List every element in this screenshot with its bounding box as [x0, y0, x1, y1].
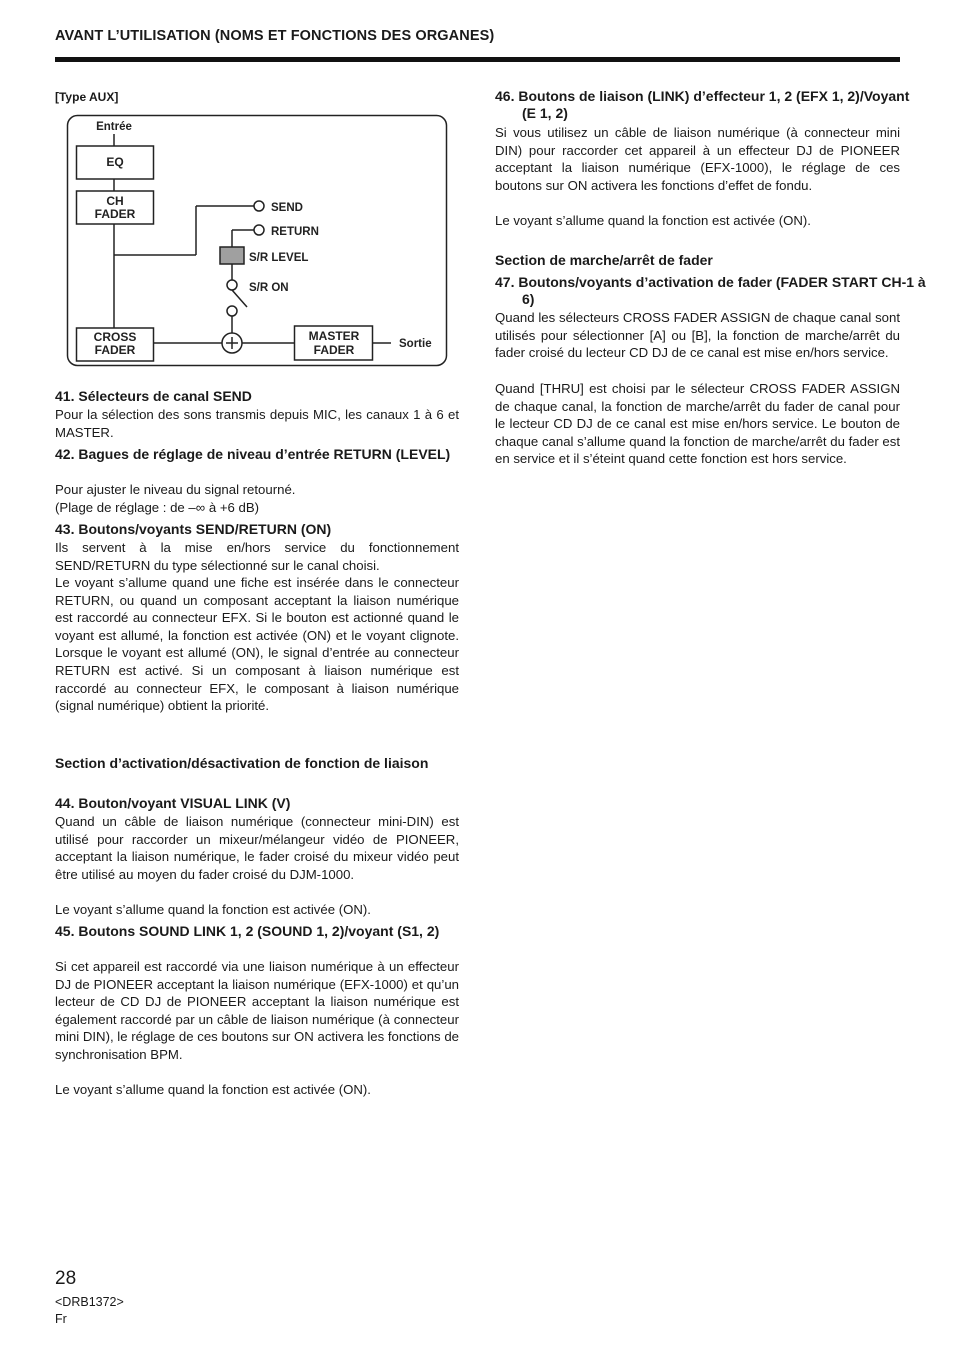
- sr-level-knob-icon: [220, 247, 244, 264]
- return-jack-icon: [254, 225, 264, 235]
- eq-label: EQ: [106, 155, 124, 169]
- cross-fader-label-1: CROSS: [93, 330, 137, 344]
- s47-text2: Quand [THRU] est choisi par le sélecteur CROSS FADER ASSIGN de chaque canal, la fonction de marche/arrêt du fader de canal pour le lecteur CD DJ de ce canal est mise en/hors service. Le bouton de chaque canal s’allume quand la fonction de marche/arrêt du fader est en service et il s’éteint quand cette fonction est hors service.: [495, 381, 900, 467]
- header-rule: [55, 57, 900, 62]
- s47-text1: Quand les sélecteurs CROSS FADER ASSIGN de chaque canal sont utilisés pour sélectionner [A] ou [B], la fonction de marche/arrêt du fader croisé du lecteur CD DJ de ce canal est mise en/hors service.: [495, 310, 900, 361]
- s43-text2: Le voyant s’allume quand une fiche est insérée dans le connecteur RETURN, ou quand un composant acceptant la liaison numérique est raccordé au connecteur EFX. Si le bouton est actionné quand le voyant est allumé, la fonction est activée (ON) et le voyant clignote. Lorsque le voyant est allumé (ON), le signal d’entrée au connecteur RETURN est activé. Si un composant à liaison numérique est raccordé au connecteur EFX, le composant à liaison numérique (signal numérique) obtient la priorité.: [55, 575, 459, 714]
- output-label: Sortie: [399, 338, 432, 350]
- s44-text1: Quand un câble de liaison numérique (connecteur mini-DIN) est utilisé pour raccorder un mixeur/mélangeur vidéo de PIONEER, acceptant la liaison numérique, le fader croisé du mixeur vidéo peut être utilisé au moyen du fader croisé du DJM-1000.: [55, 814, 459, 882]
- return-label: RETURN: [271, 226, 319, 238]
- s45-text1: Si cet appareil est raccordé via une liaison numérique à un effecteur DJ de PIONEER acceptant la liaison numérique (EFX-1000) et qu’un lecteur de CD DJ de PIONEER acceptant la liaison numérique est également raccordé par un câble de liaison numérique (à connecteur mini DIN), le réglage de ces boutons sur ON activera les fonctions de synchronisation BPM.: [55, 959, 459, 1062]
- sr-on-switch-bottom-icon: [227, 306, 237, 316]
- sr-level-label: S/R LEVEL: [249, 252, 309, 264]
- diagram-label-input: Entrée: [96, 121, 132, 133]
- s44-title: 44. Bouton/voyant VISUAL LINK (V): [55, 795, 291, 811]
- section-link-title: Section d’activation/désactivation de fonction de liaison: [55, 755, 429, 771]
- s46-text1: Si vous utilisez un câble de liaison numérique (à connecteur mini DIN) pour raccorder cet appareil à un effecteur DJ de PIONEER acceptant la liaison numérique (EFX-1000), le réglage de ces boutons sur ON activera les fonctions d’effet de fondu.: [495, 125, 900, 193]
- master-fader-label-1: MASTER: [308, 329, 360, 343]
- s46-title: 46. Boutons de liaison (LINK) d’effecteur 1, 2 (EFX 1, 2)/Voyant (E 1, 2): [495, 88, 910, 121]
- s42-text2: (Plage de réglage : de –∞ à +6 dB): [55, 500, 260, 515]
- s46-text2: Le voyant s’allume quand la fonction est activée (ON).: [495, 213, 811, 228]
- diagram-caption: [Type AUX]: [55, 90, 119, 104]
- ch-fader-label-2: FADER: [94, 207, 136, 221]
- send-label: SEND: [271, 202, 303, 214]
- ch-fader-label-1: CH: [106, 194, 124, 208]
- page-number: 28: [55, 1268, 77, 1289]
- s42-text1: Pour ajuster le niveau du signal retourné.: [55, 482, 296, 497]
- s43-text1: Ils servent à la mise en/hors service du fonctionnement SEND/RETURN du type sélectionné sur le canal choisi.: [55, 540, 459, 573]
- master-fader-label-2: FADER: [313, 343, 355, 357]
- s41-title: 41. Sélecteurs de canal SEND: [55, 388, 252, 404]
- language-code: Fr: [55, 1312, 67, 1326]
- send-jack-icon: [254, 201, 264, 211]
- doc-code: <DRB1372>: [55, 1295, 124, 1309]
- s45-title: 45. Boutons SOUND LINK 1, 2 (SOUND 1, 2)/voyant (S1, 2): [55, 923, 440, 939]
- page-header-title: AVANT L’UTILISATION (NOMS ET FONCTIONS DES ORGANES): [55, 28, 495, 44]
- doc-code-block: [55, 1294, 124, 1328]
- s47-title: 47. Boutons/voyants d’activation de fader (FADER START CH-1 à 6): [495, 274, 926, 307]
- signal-flow-diagram: [66, 114, 450, 368]
- s45-text2: Le voyant s’allume quand la fonction est activée (ON).: [55, 1082, 371, 1097]
- cross-fader-label-2: FADER: [94, 343, 136, 357]
- sr-on-switch-top-icon: [227, 280, 237, 290]
- s44-text2: Le voyant s’allume quand la fonction est activée (ON).: [55, 902, 371, 917]
- s43-title: 43. Boutons/voyants SEND/RETURN (ON): [55, 521, 332, 537]
- sr-on-label: S/R ON: [249, 282, 289, 294]
- section-fader-title: Section de marche/arrêt de fader: [495, 252, 713, 268]
- s41-text: Pour la sélection des sons transmis depuis MIC, les canaux 1 à 6 et MASTER.: [55, 407, 459, 440]
- s42-title: 42. Bagues de réglage de niveau d’entrée RETURN (LEVEL): [55, 446, 451, 462]
